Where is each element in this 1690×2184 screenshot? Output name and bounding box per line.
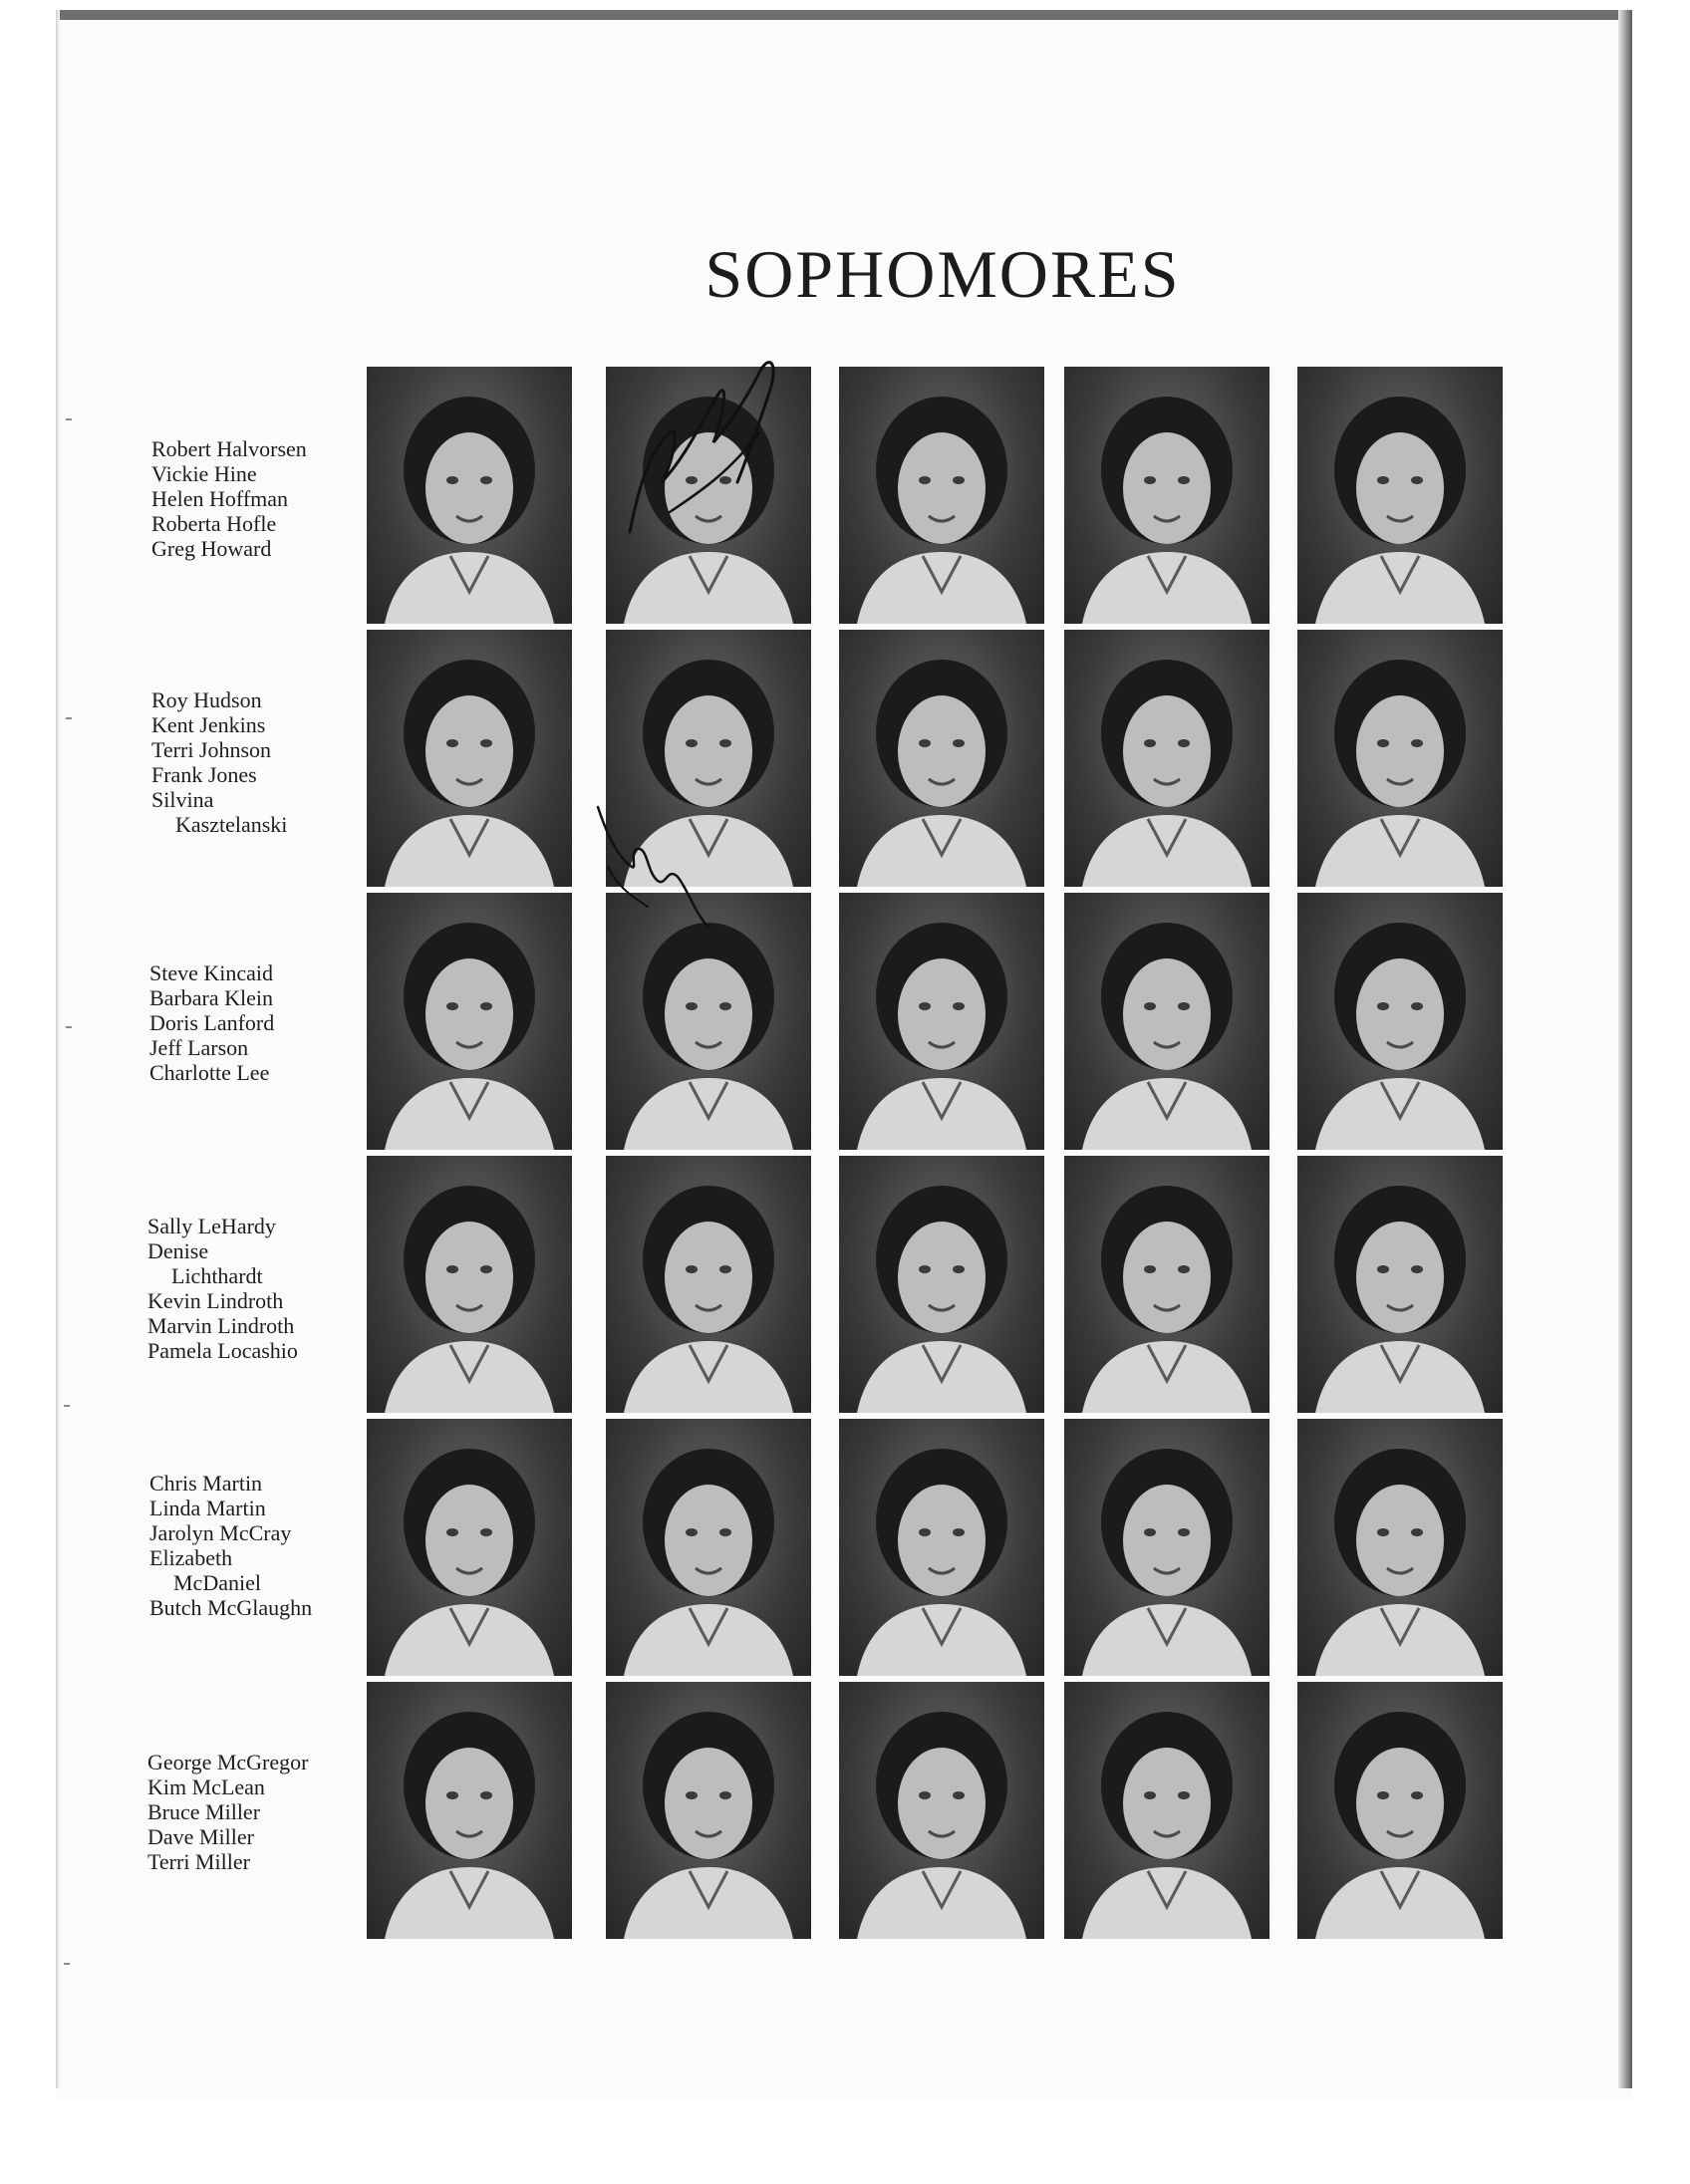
- scan-mark: [64, 1963, 70, 1965]
- portrait-photo-icon: [606, 1682, 811, 1939]
- portrait-photo-icon: [839, 367, 1044, 624]
- portrait-photo-icon: [367, 893, 572, 1150]
- student-name: Robert Halvorsen: [151, 436, 307, 461]
- portrait-photo-icon: [1064, 1156, 1269, 1413]
- portrait-photo-icon: [839, 893, 1044, 1150]
- portrait-photo-icon: [606, 1419, 811, 1676]
- student-name: George McGregor: [147, 1750, 309, 1774]
- student-name: Denise: [147, 1238, 209, 1263]
- student-name: Vickie Hine: [151, 461, 257, 486]
- student-name: Marvin Lindroth: [147, 1313, 295, 1338]
- student-name: Pamela Locashio: [147, 1338, 298, 1363]
- scan-mark: [66, 717, 72, 719]
- student-name: Elizabeth: [149, 1545, 233, 1570]
- student-name: Terri Miller: [147, 1849, 250, 1874]
- portrait-photo-icon: [1297, 1419, 1503, 1676]
- student-name: Butch McGlaughn: [149, 1595, 313, 1620]
- scan-mark: [66, 1026, 72, 1028]
- portrait-photo-icon: [367, 1419, 572, 1676]
- student-name: Linda Martin: [149, 1496, 266, 1520]
- page-title: SOPHOMORES: [704, 236, 1181, 312]
- page-binding-edge: [1618, 10, 1632, 2088]
- student-name: Greg Howard: [151, 536, 272, 561]
- student-name: Barbara Klein: [149, 985, 273, 1010]
- names-row-1: [151, 436, 391, 561]
- student-name: Kevin Lindroth: [147, 1288, 284, 1313]
- student-name: Lichthardt: [171, 1263, 263, 1288]
- portrait-photo-icon: [606, 630, 811, 887]
- student-name: McDaniel: [173, 1570, 261, 1595]
- student-name: Chris Martin: [149, 1471, 263, 1496]
- student-name: Doris Lanford: [149, 1010, 275, 1035]
- student-name: Sally LeHardy: [147, 1214, 276, 1238]
- page-left-edge: [56, 10, 60, 2088]
- portrait-photo-icon: [606, 893, 811, 1150]
- student-name: Charlotte Lee: [149, 1060, 270, 1085]
- names-row-4: [147, 1214, 387, 1363]
- student-name: Frank Jones: [151, 762, 257, 787]
- portrait-photo-icon: [839, 1156, 1044, 1413]
- portrait-photo-icon: [367, 630, 572, 887]
- portrait-photo-icon: [1064, 630, 1269, 887]
- portrait-photo-icon: [1297, 893, 1503, 1150]
- student-name: Steve Kincaid: [149, 960, 274, 985]
- student-name: Jarolyn McCray: [149, 1520, 292, 1545]
- names-row-3: [149, 960, 389, 1085]
- portrait-photo-icon: [367, 367, 572, 624]
- student-name: Helen Hoffman: [151, 486, 289, 511]
- scan-mark: [66, 418, 72, 420]
- portrait-photo-icon: [606, 367, 811, 624]
- portrait-photo-icon: [1297, 1156, 1503, 1413]
- student-name: Roberta Hofle: [151, 511, 277, 536]
- portrait-photo-icon: [1064, 893, 1269, 1150]
- portrait-photo-icon: [606, 1156, 811, 1413]
- portrait-photo-icon: [1297, 1682, 1503, 1939]
- portrait-photo-icon: [1064, 367, 1269, 624]
- portrait-photo-icon: [1297, 630, 1503, 887]
- student-name: Silvina: [151, 787, 214, 812]
- portrait-photo-icon: [839, 630, 1044, 887]
- portrait-photo-icon: [1064, 1682, 1269, 1939]
- student-name: Roy Hudson: [151, 687, 262, 712]
- portrait-photo-icon: [367, 1156, 572, 1413]
- student-name: Kent Jenkins: [151, 712, 266, 737]
- names-row-2: [151, 687, 391, 837]
- student-name: Dave Miller: [147, 1824, 254, 1849]
- portrait-photo-icon: [1297, 367, 1503, 624]
- student-name: Terri Johnson: [151, 737, 272, 762]
- portrait-photo-icon: [1064, 1419, 1269, 1676]
- names-row-6: [147, 1750, 387, 1874]
- names-row-5: [149, 1471, 389, 1620]
- portrait-photo-icon: [839, 1682, 1044, 1939]
- scan-mark: [64, 1405, 70, 1407]
- student-name: Kim McLean: [147, 1774, 265, 1799]
- student-name: Jeff Larson: [149, 1035, 249, 1060]
- student-name: Kasztelanski: [175, 812, 288, 837]
- student-name: Bruce Miller: [147, 1799, 261, 1824]
- portrait-photo-icon: [367, 1682, 572, 1939]
- portrait-photo-icon: [839, 1419, 1044, 1676]
